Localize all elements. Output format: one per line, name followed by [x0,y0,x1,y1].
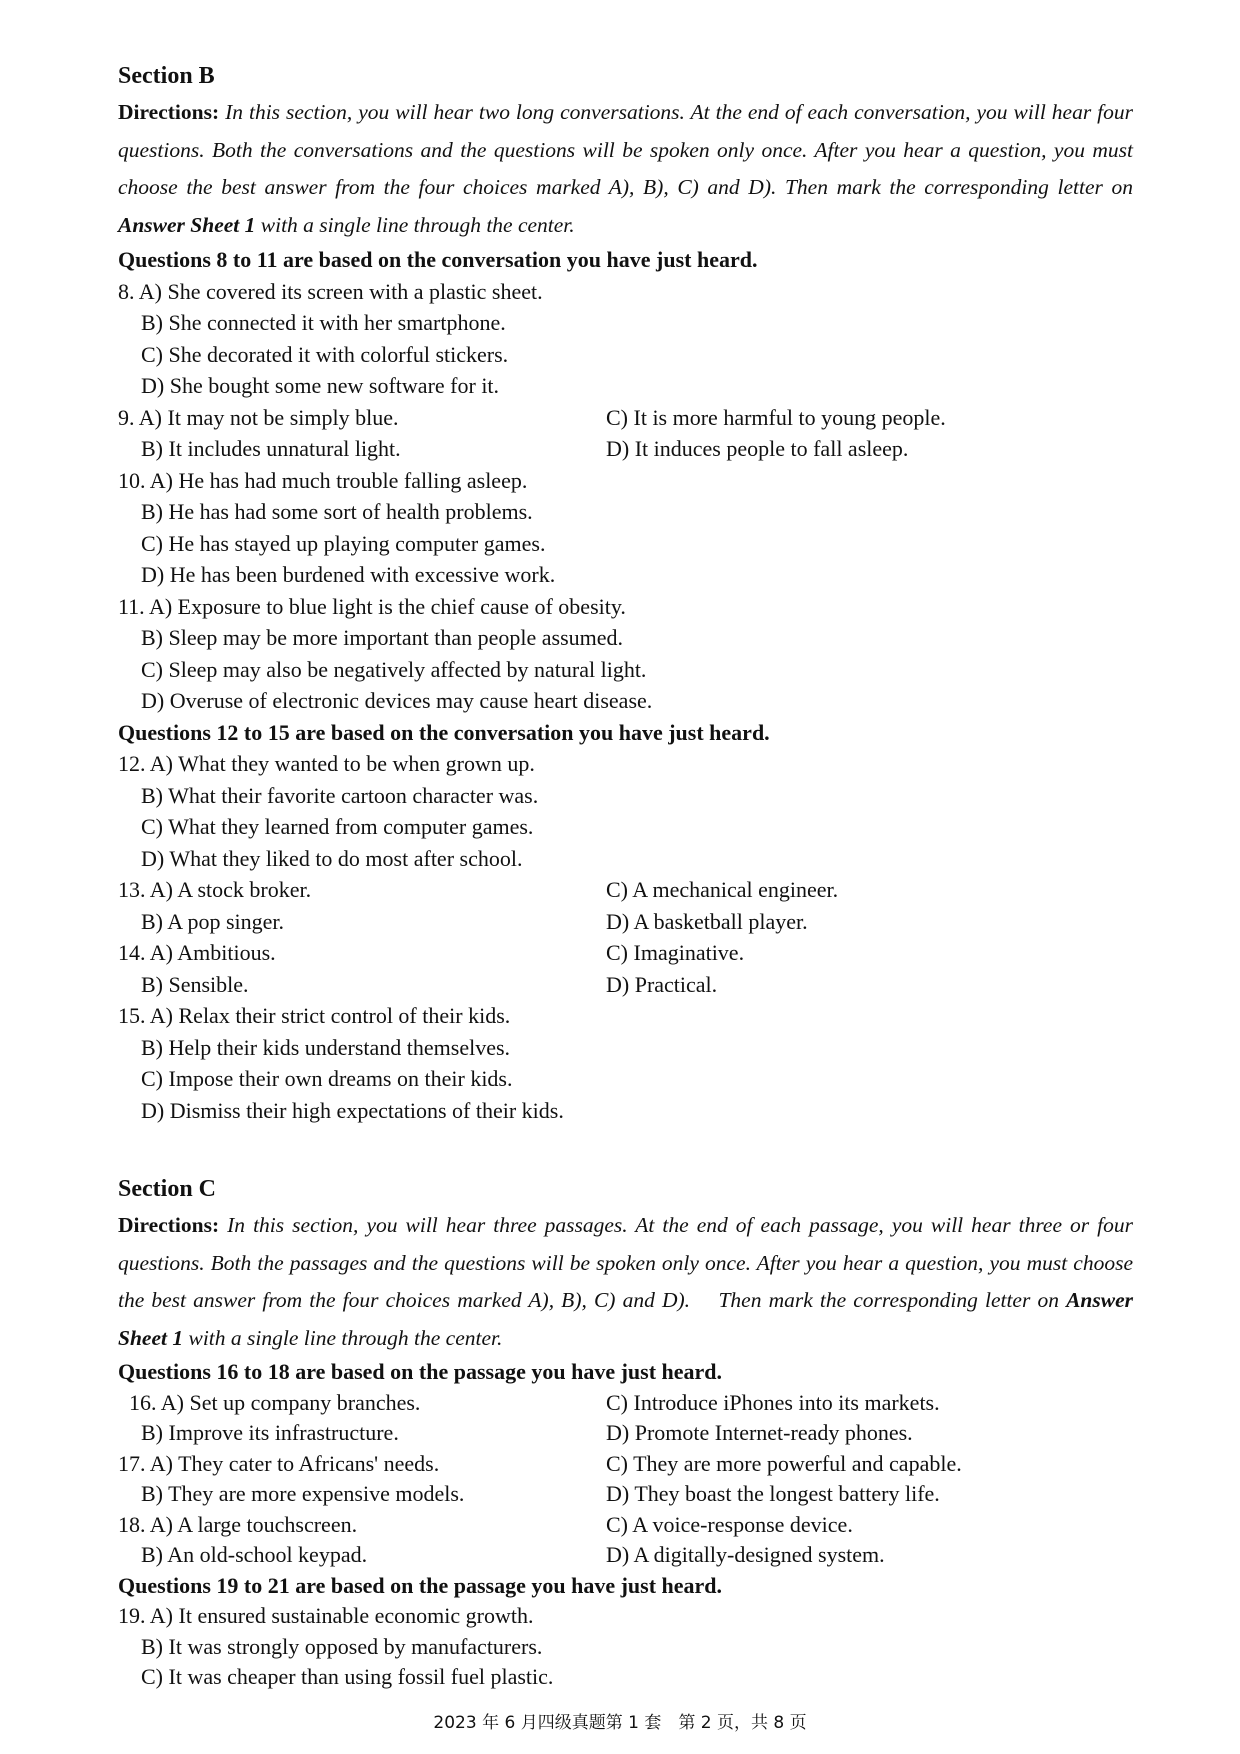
answer-choice: D) He has been burdened with excessive work. [141,562,556,587]
answer-choice: D) A basketball player. [606,908,808,934]
question-line [118,1510,1133,1541]
directions-text: In this section, you will hear two long conversations. At the end of each conversation, you will hear four questions. Both the conversations and the questions will be spoken only once. After you hear a question, you must choose the best answer from the four choices marked A), B), C) and D). Then mark the corresponding letter on [118,100,1133,199]
question-line [118,1032,1133,1064]
answer-choice: C) Sleep may also be negatively affected by natural light. [141,656,647,682]
question-line [118,1000,1133,1032]
answer-choice: C) What they learned from computer games. [141,814,534,839]
answer-choice: 18. A) A large touchscreen. [118,1511,358,1537]
question-line [118,559,1133,591]
answer-choice: B) A pop singer. [141,908,285,934]
answer-choice: B) Sleep may be more important than people assumed. [141,625,624,650]
question-line [118,906,1133,938]
answer-choice: C) She decorated it with colorful stickers. [141,341,509,367]
question-line [118,307,1133,339]
answer-choice: B) It was strongly opposed by manufacturers. [141,1633,543,1659]
answer-choice: 8. A) She covered its screen with a plastic sheet. [118,278,543,304]
answer-sheet-emphasis: Answer Sheet 1 [118,1288,1133,1350]
question-line [118,276,1133,308]
answer-choice: D) Promote Internet-ready phones. [606,1420,913,1445]
question-line [118,528,1133,560]
question-list [118,1388,1133,1571]
answer-choice: D) Dismiss their high expectations of their kids. [141,1097,564,1123]
answer-choice: B) Improve its infrastructure. [141,1420,399,1445]
page-content [118,60,1133,1693]
answer-choice: B) Sensible. [141,971,249,997]
page-footer: 2023 年 6 月四级真题第 1 套 第 2 页，共 8 页 [433,1713,807,1733]
answer-choice: D) It induces people to fall asleep. [606,436,909,461]
question-line [118,1540,1133,1571]
answer-choice: D) A digitally-designed system. [606,1542,885,1567]
section-c-directions [118,1207,1133,1357]
answer-choice: D) What they liked to do most after school. [141,845,523,871]
question-line [118,811,1133,843]
question-line [118,370,1133,402]
answer-choice: B) Help their kids understand themselves. [141,1034,511,1060]
directions-label: Directions: [118,100,220,124]
answer-choice: 13. A) A stock broker. [118,877,312,902]
section-c-title: Section C [118,1176,216,1202]
answer-choice: C) It is more harmful to young people. [606,404,946,430]
answer-choice: 15. A) Relax their strict control of their kids. [118,1003,511,1028]
answer-choice: 16. A) Set up company branches. [118,1389,421,1415]
answer-choice: D) They boast the longest battery life. [606,1481,940,1506]
answer-choice: 10. A) He has had much trouble falling asleep. [118,467,528,493]
question-line [118,748,1133,780]
section-c-questions [118,1357,1133,1693]
section-b-title: Section B [118,63,215,89]
question-line [118,937,1133,969]
answer-choice: 12. A) What they wanted to be when grown up. [118,751,535,776]
answer-choice: D) Practical. [606,971,718,997]
question-line [118,874,1133,906]
question-line [118,591,1133,623]
question-list [118,276,1133,717]
question-line [118,1388,1133,1419]
question-line [118,685,1133,717]
question-line [118,654,1133,686]
answer-choice: D) She bought some new software for it. [141,373,500,398]
answer-choice: B) An old-school keypad. [141,1542,368,1567]
answer-choice: B) It includes unnatural light. [141,436,401,461]
question-line [118,969,1133,1001]
answer-choice: D) Overuse of electronic devices may cause heart disease. [141,688,653,713]
question-line [118,465,1133,497]
answer-choice: C) Imaginative. [606,940,745,965]
question-line [118,1601,1133,1632]
section-b-directions [118,94,1133,244]
question-line [118,1449,1133,1480]
directions-label: Directions: [118,1213,220,1237]
section-spacer [118,1126,1133,1173]
answer-choice: B) She connected it with her smartphone. [141,310,506,335]
directions-text-end: with a single line through the center. [183,1325,503,1350]
answer-choice: B) They are more expensive models. [141,1481,465,1506]
question-line [118,339,1133,371]
answer-choice: C) Introduce iPhones into its markets. [606,1389,940,1415]
question-line [118,496,1133,528]
answer-choice: C) It was cheaper than using fossil fuel plastic. [141,1664,554,1689]
question-line [118,1479,1133,1510]
answer-choice: C) They are more powerful and capable. [606,1450,962,1476]
question-line [118,1662,1133,1693]
question-group-heading: Questions 16 to 18 are based on the passage you have just heard. [118,1359,723,1384]
answer-sheet-emphasis: Answer Sheet 1 [118,212,256,237]
answer-choice: B) What their favorite cartoon character was. [141,782,539,808]
question-group-heading: Questions 19 to 21 are based on the passage you have just heard. [118,1572,723,1598]
question-line [118,1095,1133,1127]
question-group-heading: Questions 8 to 11 are based on the conversation you have just heard. [118,247,758,272]
answer-choice: 19. A) It ensured sustainable economic growth. [118,1603,534,1628]
question-line [118,622,1133,654]
section-c [118,1173,1133,1693]
answer-choice: C) He has stayed up playing computer games. [141,530,546,556]
answer-choice: C) A voice-response device. [606,1511,853,1537]
answer-choice: 11. A) Exposure to blue light is the chief cause of obesity. [118,593,626,619]
answer-choice: B) He has had some sort of health problems. [141,499,533,524]
question-line [118,402,1133,434]
question-line [118,780,1133,812]
answer-choice: 14. A) Ambitious. [118,940,276,965]
section-b [118,60,1133,1126]
question-line [118,1418,1133,1449]
question-group-heading: Questions 12 to 15 are based on the conversation you have just heard. [118,719,770,745]
answer-choice: C) Impose their own dreams on their kids. [141,1066,513,1091]
answer-choice: 9. A) It may not be simply blue. [118,404,399,430]
question-line [118,1063,1133,1095]
question-line [118,1632,1133,1663]
question-line [118,433,1133,465]
question-line [118,843,1133,875]
question-list [118,1601,1133,1693]
answer-choice: C) A mechanical engineer. [606,877,839,902]
answer-choice: 17. A) They cater to Africans' needs. [118,1450,440,1476]
directions-text: In this section, you will hear three passages. At the end of each passage, you will hear three or four questions. Both the passages and the questions will be spoken only once. After you hear a question, you must choose the best answer from the four choices marked A), B), C) and D). Then mark the corresponding letter on [118,1213,1133,1312]
question-list [118,748,1133,1126]
directions-text-end: with a single line through the center. [255,212,575,237]
